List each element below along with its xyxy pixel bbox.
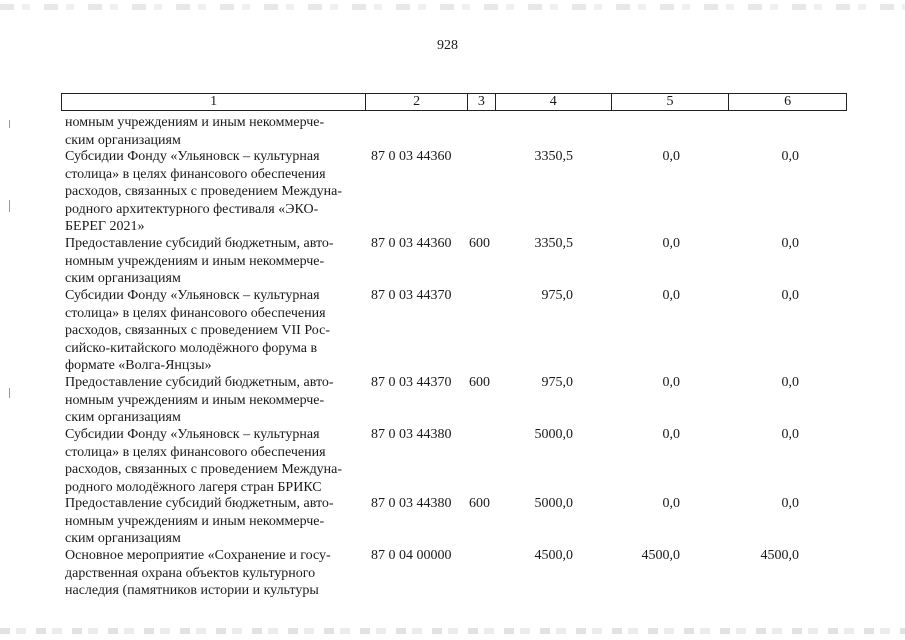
row-value-col6: 0,0 — [781, 375, 799, 390]
header-col-5: 5 — [612, 94, 730, 110]
header-col-6: 6 — [784, 94, 792, 109]
row-value-col6: 4500,0 — [760, 548, 799, 563]
row-value-col5: 0,0 — [662, 427, 680, 442]
row-value-col5: 0,0 — [662, 236, 680, 251]
row-code: 87 0 03 44380 — [371, 496, 452, 511]
row-code: 87 0 03 44360 — [371, 236, 452, 251]
row-value-col6: 0,0 — [781, 288, 799, 303]
row-description: Субсидии Фонду «Ульяновск – культурная столица» в целях финансового обеспечения расходов, связанных с проведением VII Рос- сийско-китайского молодёжного форума в формате «Волга-Янцзы» — [65, 288, 331, 373]
page-number: 928 — [437, 38, 458, 53]
row-value-col4: 5000,0 — [534, 496, 573, 511]
row-description: Основное мероприятие «Сохранение и госу- дарственная охрана объектов культурного наследия (памятников истории и культуры — [65, 548, 331, 598]
header-col-2: 2 — [366, 94, 468, 110]
row-value-col6: 0,0 — [781, 149, 799, 164]
row-value-col4: 975,0 — [541, 375, 573, 390]
row-description: Субсидии Фонду «Ульяновск – культурная столица» в целях финансового обеспечения расходов, связанных с проведением Междуна- родного архитектурного фестиваля «ЭКО- БЕРЕГ 2021» — [65, 149, 343, 234]
row-code: 87 0 03 44380 — [371, 427, 452, 442]
row-expense-type: 600 — [469, 236, 490, 251]
header-col-1: 1 — [62, 94, 366, 110]
row-value-col6: 0,0 — [781, 236, 799, 251]
row-code: 87 0 03 44370 — [371, 288, 452, 303]
row-description: номным учреждениям и иным некоммерче- ским организациям — [65, 115, 325, 148]
row-value-col5: 0,0 — [662, 375, 680, 390]
header-col-4: 4 — [496, 94, 612, 110]
row-value-col6: 0,0 — [781, 427, 799, 442]
row-value-col6: 0,0 — [781, 496, 799, 511]
row-value-col4: 3350,5 — [534, 236, 573, 251]
row-value-col4: 5000,0 — [534, 427, 573, 442]
header-col-3: 3 — [468, 94, 496, 110]
row-description: Субсидии Фонду «Ульяновск – культурная столица» в целях финансового обеспечения расходов, связанных с проведением Междуна- родного молодёжного лагеря стран БРИКС — [65, 427, 343, 495]
row-value-col5: 0,0 — [662, 149, 680, 164]
row-code: 87 0 03 44360 — [371, 149, 452, 164]
row-value-col5: 4500,0 — [641, 548, 680, 563]
row-expense-type: 600 — [469, 496, 490, 511]
row-value-col5: 0,0 — [662, 288, 680, 303]
row-value-col5: 0,0 — [662, 496, 680, 511]
row-value-col4: 3350,5 — [534, 149, 573, 164]
row-code: 87 0 03 44370 — [371, 375, 452, 390]
row-value-col4: 975,0 — [541, 288, 573, 303]
row-description: Предоставление субсидий бюджетным, авто- номным учреждениям и иным некоммерче- ским организациям — [65, 496, 334, 546]
row-description: Предоставление субсидий бюджетным, авто- номным учреждениям и иным некоммерче- ским организациям — [65, 236, 334, 286]
row-code: 87 0 04 00000 — [371, 548, 452, 563]
row-description: Предоставление субсидий бюджетным, авто- номным учреждениям и иным некоммерче- ским организациям — [65, 375, 334, 425]
row-expense-type: 600 — [469, 375, 490, 390]
row-value-col4: 4500,0 — [534, 548, 573, 563]
